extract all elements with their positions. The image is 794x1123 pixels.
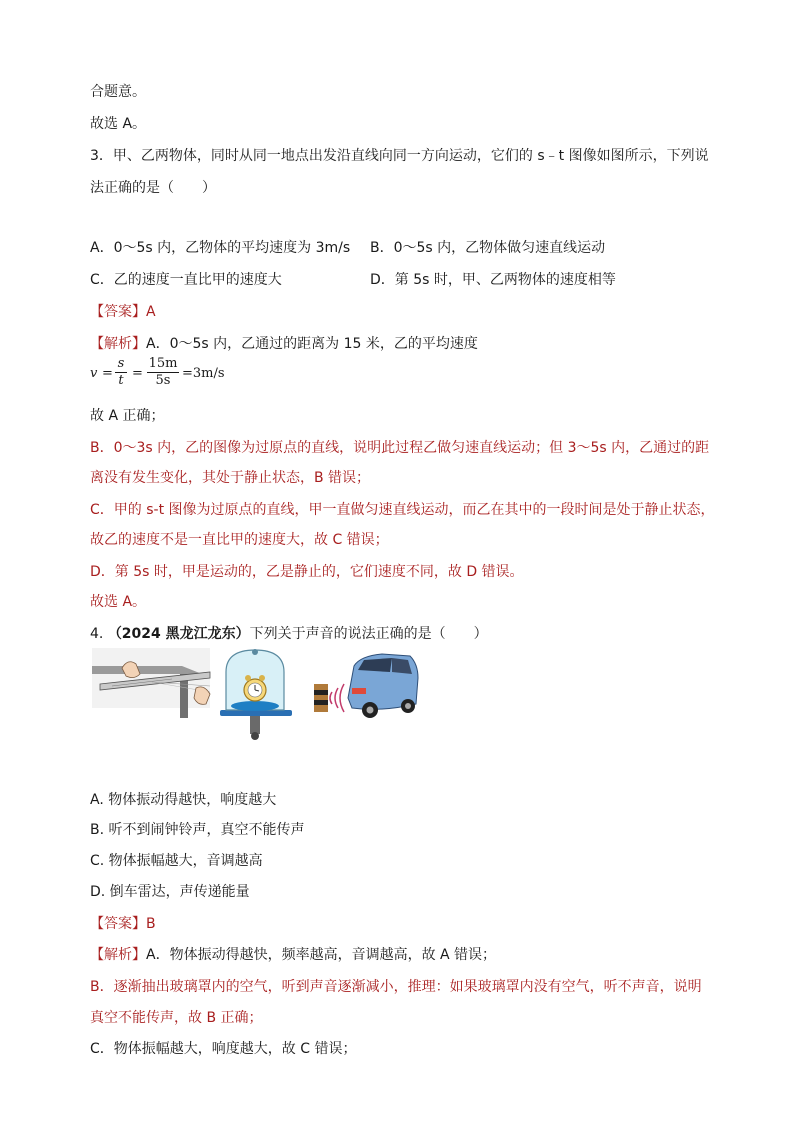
q3-explanation-c: C．甲的 s-t 图像为过原点的直线，甲一直做匀速直线运动，而乙在其中的一段时间是处于静止状态， (90, 502, 715, 518)
explanation-tag: 【解析】 (90, 947, 146, 963)
reversing-car-radar-image (314, 654, 418, 718)
question-4-stem (90, 624, 488, 644)
q4-option-a: A. 物体振动得越快，响度越大 (90, 792, 277, 808)
q4-option-c: C. 物体振幅越大，音调越高 (90, 853, 263, 869)
q3-option-a: A．0～5s 内，乙物体的平均速度为 3m/s (90, 240, 351, 256)
q4-option-b: B. 听不到闹钟铃声，真空不能传声 (90, 822, 305, 838)
formula-v: v (90, 366, 98, 381)
question-text: 下列关于声音的说法正确的是（ ） (249, 626, 488, 642)
q3-explanation-line: 故 A 正确； (90, 408, 165, 424)
fraction-15m-over-5s (146, 356, 180, 389)
explanation-tag: 【解析】 (90, 336, 146, 352)
formula-equals: = (132, 366, 143, 381)
sound-illustrations (92, 648, 422, 744)
question-number: 4. (90, 626, 104, 642)
fraction-s-over-t (114, 356, 128, 389)
formula-equals: = (102, 366, 113, 381)
q3-option-b: B．0～5s 内，乙物体做匀速直线运动 (370, 240, 606, 256)
q4-explanation-b-cont: 真空不能传声，故 B 正确； (90, 1010, 263, 1026)
q4-explanation-a (90, 945, 496, 965)
q3-explanation-b: B．0～3s 内，乙的图像为过原点的直线，说明此过程乙做匀速直线运动；但 3～5s 内，乙通过的距 (90, 440, 710, 456)
question-source: （2024 黑龙江龙东） (107, 626, 250, 642)
fraction-numerator: s (117, 356, 125, 371)
q3-explanation-a (90, 334, 478, 354)
q4-answer: 【答案】B (90, 916, 156, 932)
text-line: 合题意。 (90, 84, 146, 100)
fraction-denominator: t (118, 373, 124, 388)
q4-explanation-c: C．物体振幅越大，响度越大，故 C 错误； (90, 1041, 357, 1057)
question-3-stem: 3．甲、乙两物体，同时从同一地点出发沿直线向同一方向运动，它们的 s﹣t 图像如图所示，下列说 (90, 148, 709, 164)
q3-option-c: C．乙的速度一直比甲的速度大 (90, 272, 282, 288)
ruler-table-image (92, 648, 210, 718)
explanation-text: A．0～5s 内，乙通过的距离为 15 米，乙的平均速度 (146, 336, 478, 352)
formula-result: =3m/s (182, 366, 225, 381)
bell-jar-clock-image (220, 649, 292, 740)
explanation-text: A．物体振动得越快，频率越高，音调越高，故 A 错误； (146, 947, 497, 963)
q3-answer: 【答案】A (90, 304, 156, 320)
fraction-numerator: 15m (148, 356, 178, 371)
q3-explanation-d: D．第 5s 时，甲是运动的，乙是静止的，它们速度不同，故 D 错误。 (90, 564, 524, 580)
q3-explanation-c-cont: 故乙的速度不是一直比甲的速度大，故 C 错误； (90, 532, 389, 548)
q4-option-d: D. 倒车雷达，声传递能量 (90, 884, 250, 900)
q3-option-d: D．第 5s 时，甲、乙两物体的速度相等 (370, 272, 616, 288)
q3-conclusion: 故选 A。 (90, 594, 147, 610)
question-3-stem-cont: 法正确的是（ ） (90, 180, 216, 196)
q3-explanation-b-cont: 离没有发生变化，其处于静止状态，B 错误； (90, 470, 371, 486)
velocity-formula (90, 356, 290, 392)
q4-explanation-b: B．逐渐抽出玻璃罩内的空气，听到声音逐渐减小，推理：如果玻璃罩内没有空气，听不声音，说明 (90, 979, 702, 995)
text-line: 故选 A。 (90, 116, 147, 132)
fraction-denominator: 5s (155, 373, 171, 388)
